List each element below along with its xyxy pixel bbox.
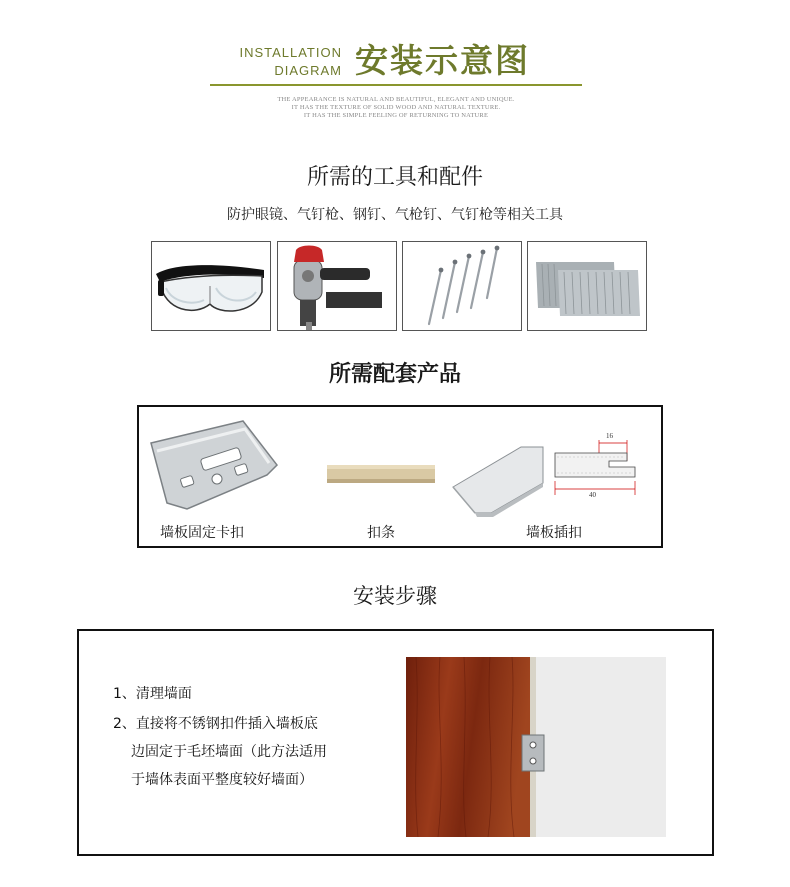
header-divider [210,84,582,86]
header-title-en-line1: INSTALLATION [239,45,342,60]
step-2-line1: 2、直接将不锈钢扣件插入墙板底 [113,716,318,732]
safety-goggles-icon [152,242,271,331]
header-title-en [230,44,342,80]
product-label-insert: 墙板插扣 [526,525,582,541]
wall-panel-clip-icon [147,415,281,515]
profile-dim-top: 16 [606,432,613,440]
header-subtitle [200,96,592,120]
product-label-clip: 墙板固定卡扣 [160,525,244,541]
installation-photo [406,657,666,837]
safety-goggles-image [151,241,271,331]
steel-nails-image [402,241,522,331]
step-1: 1、清理墙面 [113,686,192,702]
header-title-en-line2: DIAGRAM [274,63,342,78]
step-2-line2: 边固定于毛坯墙面（此方法适用 [131,744,327,760]
header-subtitle-line1: THE APPEARANCE IS NATURAL AND BEAUTIFUL, ELEGANT AND UNIQUE. [277,96,515,103]
products-box [137,405,663,548]
tools-section-title: 所需的工具和配件 [306,165,483,190]
profile-diagram [553,432,643,499]
header-subtitle-line2: IT HAS THE TEXTURE OF SOLID WOOD AND NATURAL TEXTURE. [291,104,501,111]
header-subtitle-line3: IT HAS THE SIMPLE FEELING OF RETURNING TO NATURE [303,112,489,119]
header-title-zh: 安装示意图 [355,41,530,80]
gun-nail-strips-icon [528,242,647,331]
nail-gun-image [277,241,397,331]
steel-nails-icon [403,242,522,331]
steps-box [77,629,714,856]
gun-nail-strips-image [527,241,647,331]
tools-section-description: 防护眼镜、气钉枪、钢钉、气枪钉、气钉枪等相关工具 [227,207,563,223]
steps-section-title: 安装步骤 [353,584,437,608]
step-2-line3: 于墙体表面平整度较好墙面） [131,772,313,788]
profile-section-icon [553,437,643,499]
products-section-title: 所需配套产品 [328,362,461,387]
nail-gun-icon [278,242,397,331]
trim-strip-icon [325,459,437,489]
panel-insert-buckle-icon [451,443,549,523]
profile-dim-bottom: 40 [589,491,596,499]
product-label-trim: 扣条 [367,525,395,541]
